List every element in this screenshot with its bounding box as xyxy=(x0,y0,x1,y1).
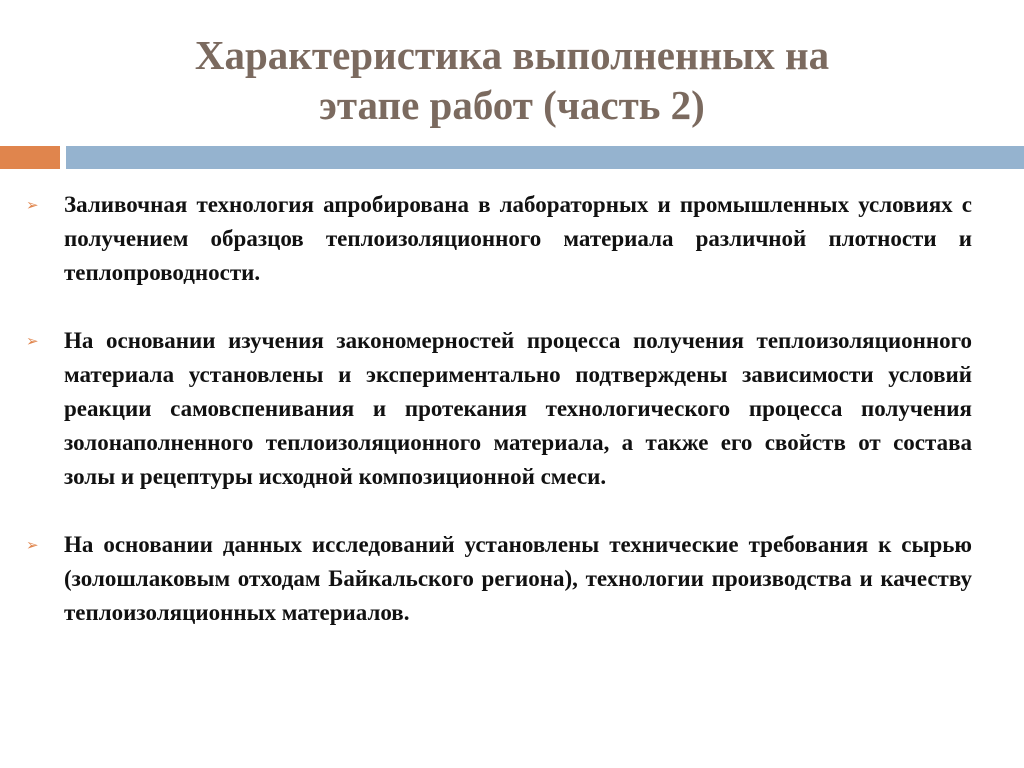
bullet-item-1 xyxy=(26,188,972,290)
bullet-text-1: Заливочная технология апробирована в лабораторных и промышленных условиях с получением образцов теплоизоляционного материала различной плотности и теплопроводности. xyxy=(64,192,972,285)
blue-divider-bar xyxy=(66,146,1024,169)
chevron-right-icon: ➢ xyxy=(26,332,39,350)
bullet-text-3: На основании данных исследований установлены технические требования к сырью (золошлаковым отходам Байкальского региона), технологии производства и качеству теплоизоляционных материалов. xyxy=(64,532,972,625)
chevron-right-icon: ➢ xyxy=(26,536,39,554)
bullet-text-2: На основании изучения закономерностей процесса получения теплоизоляционного материала установлены и экспериментально подтверждены зависимости условий реакции самовспенивания и протекания технологического процесса получения золонаполненного теплоизоляционного материала, а также его свойств от состава золы и рецептуры исходной композиционной смеси. xyxy=(64,328,972,489)
slide-title xyxy=(0,30,1024,130)
slide-title-line-1: Характеристика выполненных на xyxy=(194,32,830,78)
chevron-right-icon: ➢ xyxy=(26,196,39,214)
slide-title-line-2: этапе работ (часть 2) xyxy=(319,82,705,128)
bullet-item-2 xyxy=(26,324,972,494)
bullet-list xyxy=(26,188,972,664)
orange-accent-bar xyxy=(0,146,60,169)
bullet-item-3 xyxy=(26,528,972,630)
